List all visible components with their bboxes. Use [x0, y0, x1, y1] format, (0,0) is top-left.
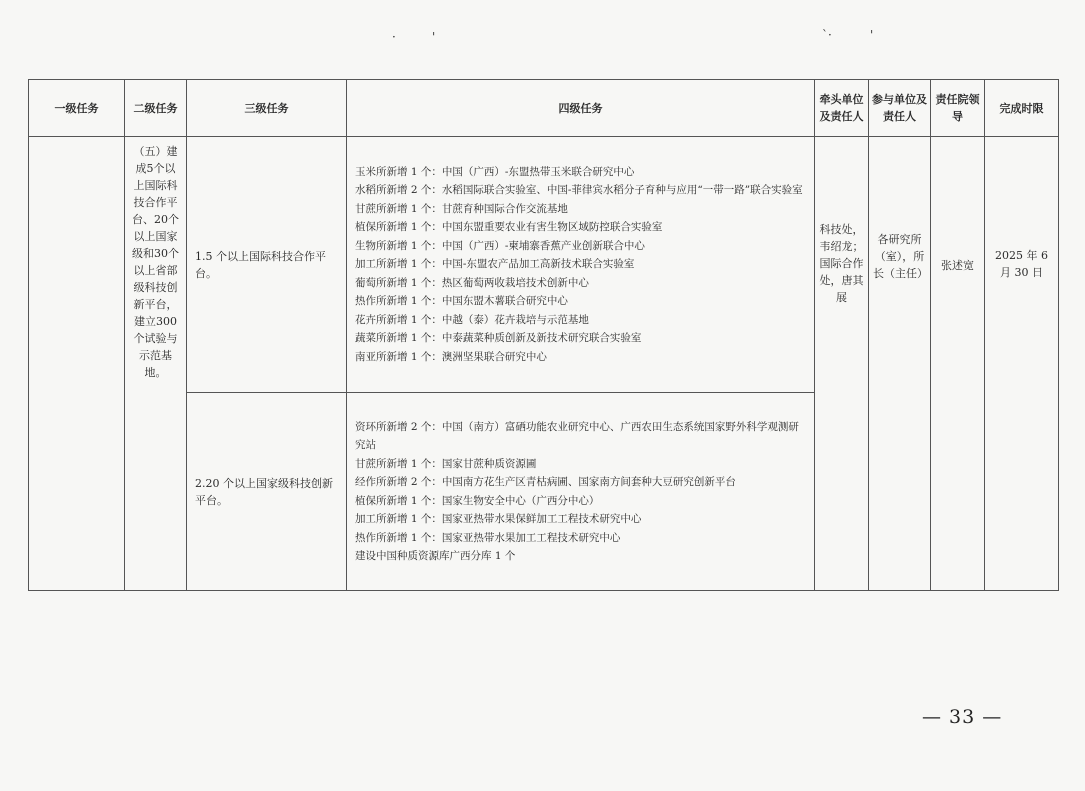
level4-item: 甘蔗所新增 1 个：国家甘蔗种质资源圃: [355, 457, 537, 470]
level4-item: 热作所新增 1 个：国家亚热带水果加工工程技术研究中心: [355, 531, 621, 544]
header-level4: 四级任务: [347, 80, 815, 137]
scan-mark: ': [870, 28, 874, 42]
level2-cell: （五）建成5个以上国际科技合作平台、20个以上国家级和30个以上省部级科技创新平台，建立300个试验与示范基地。: [125, 137, 187, 591]
header-leader: 责任院领导: [931, 80, 985, 137]
level4-item: 植保所新增 1 个：中国东盟重要农业有害生物区域防控联合实验室: [355, 221, 663, 234]
header-level3: 三级任务: [187, 80, 347, 137]
level4-item: 热作所新增 1 个：中国东盟木薯联合研究中心: [355, 295, 568, 308]
leader-cell: 张述宽: [931, 137, 985, 591]
level4-item: 建设中国种质资源库广西分库 1 个: [355, 550, 516, 562]
level1-cell: [29, 137, 125, 591]
level4-cell: [347, 137, 815, 393]
level4-item: 生物所新增 1 个：中国（广西）-柬埔寨香蕉产业创新联合中心: [355, 239, 645, 252]
deadline-cell: 2025 年 6 月 30 日: [985, 137, 1059, 591]
header-lead: 牵头单位及责任人: [815, 80, 869, 137]
level4-item: 植保所新增 1 个：国家生物安全中心（广西分中心）: [355, 494, 600, 507]
scan-mark: `·: [822, 28, 832, 42]
header-row: [29, 80, 1059, 137]
header-participants: 参与单位及责任人: [869, 80, 931, 137]
header-deadline: 完成时限: [985, 80, 1059, 137]
page-number: — 33 —: [922, 706, 1003, 728]
level4-item: 经作所新增 2 个：中国南方花生产区青枯病圃、国家南方间套种大豆研究创新平台: [355, 476, 736, 488]
task-table: [28, 79, 1059, 591]
header-level2: 二级任务: [125, 80, 187, 137]
level4-item: 水稻所新增 2 个：水稻国际联合实验室、中国-菲律宾水稻分子育种与应用“一带一路”联合实验室: [355, 184, 803, 197]
lead-cell: 科技处，韦绍龙；国际合作处，唐其展: [815, 137, 869, 591]
level4-item: 玉米所新增 1 个：中国（广西）-东盟热带玉米联合研究中心: [355, 165, 635, 178]
scan-mark: ': [432, 30, 436, 44]
level4-item: 加工所新增 1 个：国家亚热带水果保鲜加工工程技术研究中心: [355, 513, 642, 525]
level3-cell: 1.5 个以上国际科技合作平台。: [187, 137, 347, 393]
level4-cell: [347, 393, 815, 591]
level3-cell: 2.20 个以上国家级科技创新平台。: [187, 393, 347, 591]
scan-mark: ·: [392, 30, 396, 44]
level4-item: 资环所新增 2 个：中国（南方）富硒功能农业研究中心、广西农田生态系统国家野外科学观测研究站: [355, 420, 799, 451]
header-level1: 一级任务: [29, 80, 125, 137]
level4-item: 葡萄所新增 1 个：热区葡萄两收栽培技术创新中心: [355, 276, 589, 289]
level4-item: 花卉所新增 1 个：中越（泰）花卉栽培与示范基地: [355, 313, 589, 326]
level4-item: 蔬菜所新增 1 个：中泰蔬菜种质创新及新技术研究联合实验室: [355, 332, 642, 345]
level4-item: 甘蔗所新增 1 个：甘蔗育种国际合作交流基地: [355, 202, 568, 215]
participants-cell: 各研究所（室），所长（主任）: [869, 137, 931, 591]
level4-item: 南亚所新增 1 个：澳洲坚果联合研究中心: [355, 350, 547, 363]
level4-item: 加工所新增 1 个：中国-东盟农产品加工高新技术联合实验室: [355, 258, 635, 271]
table-row: [29, 137, 1059, 393]
